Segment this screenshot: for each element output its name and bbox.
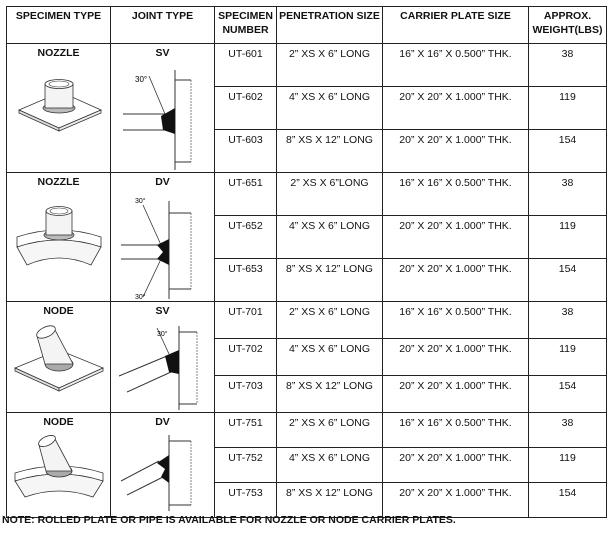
carrier-plate-size: 16” X 16” X 0.500” THK. — [383, 44, 529, 87]
table-row — [7, 302, 607, 339]
approx-weight: 38 — [529, 413, 607, 448]
joint-type-cell — [111, 302, 215, 413]
penetration-size: 2” XS X 6” LONG — [277, 44, 383, 87]
approx-weight: 154 — [529, 376, 607, 413]
header-specimen-type: SPECIMEN TYPE — [7, 7, 111, 44]
approx-weight: 38 — [529, 173, 607, 216]
header-carrier-plate-size: CARRIER PLATE SIZE — [383, 7, 529, 44]
header-penetration-size: PENETRATION SIZE — [277, 7, 383, 44]
specimen-number: UT-602 — [215, 87, 277, 130]
specimen-number: UT-703 — [215, 376, 277, 413]
joint-type-cell — [111, 413, 215, 518]
approx-weight: 119 — [529, 339, 607, 376]
header-specimen-number: SPECIMEN NUMBER — [215, 7, 277, 44]
carrier-plate-size: 20” X 20” X 1.000” THK. — [383, 339, 529, 376]
approx-weight: 119 — [529, 448, 607, 483]
joint-type-label: SV — [155, 47, 170, 59]
penetration-size: 2” XS X 6” LONG — [277, 413, 383, 448]
joint-type-cell — [111, 173, 215, 302]
angle-label-top: 30° — [134, 198, 146, 205]
carrier-plate-size: 20” X 20” X 1.000” THK. — [383, 448, 529, 483]
approx-weight: 154 — [529, 483, 607, 518]
penetration-size: 8” XS X 12” LONG — [277, 130, 383, 173]
specimen-number: UT-753 — [215, 483, 277, 518]
penetration-size: 8” XS X 12” LONG — [277, 259, 383, 302]
approx-weight: 154 — [529, 130, 607, 173]
penetration-size: 4” XS X 6” LONG — [277, 448, 383, 483]
specimen-type-cell — [7, 413, 111, 518]
sv-node-joint-sketch-icon — [113, 320, 213, 412]
penetration-size: 8” XS X 12” LONG — [277, 376, 383, 413]
approx-weight: 38 — [529, 302, 607, 339]
header-approx-weight: APPROX. WEIGHT(LBS) — [529, 7, 607, 44]
sv-joint-sketch-icon — [113, 62, 213, 172]
penetration-size: 4” XS X 6” LONG — [277, 216, 383, 259]
specimen-number: UT-652 — [215, 216, 277, 259]
joint-type-label: DV — [155, 416, 170, 428]
node-saddle-sketch-icon — [9, 431, 109, 503]
header-row — [7, 7, 607, 44]
table-row — [7, 173, 607, 216]
approx-weight: 119 — [529, 87, 607, 130]
carrier-plate-size: 20” X 20” X 1.000” THK. — [383, 483, 529, 518]
carrier-plate-size: 20” X 20” X 1.000” THK. — [383, 259, 529, 302]
penetration-size: 2” XS X 6” LONG — [277, 302, 383, 339]
specimen-number: UT-653 — [215, 259, 277, 302]
approx-weight: 154 — [529, 259, 607, 302]
carrier-plate-size: 16” X 16” X 0.500” THK. — [383, 302, 529, 339]
dv-node-joint-sketch-icon — [113, 431, 213, 513]
specimen-number: UT-702 — [215, 339, 277, 376]
header-joint-type: JOINT TYPE — [111, 7, 215, 44]
table-row — [7, 413, 607, 448]
nozzle-sketch-icon — [9, 62, 109, 137]
specimen-number: UT-701 — [215, 302, 277, 339]
penetration-size: 8” XS X 12” LONG — [277, 483, 383, 518]
specimen-type-cell — [7, 302, 111, 413]
angle-label: 30° — [156, 331, 168, 338]
footnote: NOTE: ROLLED PLATE OR PIPE IS AVAILABLE FOR NOZZLE OR NODE CARRIER PLATES. — [2, 514, 456, 526]
specimen-type-label: NOZZLE — [37, 176, 80, 188]
table-row — [7, 44, 607, 87]
penetration-size: 4” XS X 6” LONG — [277, 339, 383, 376]
approx-weight: 38 — [529, 44, 607, 87]
penetration-size: 2” XS X 6”LONG — [277, 173, 383, 216]
nozzle-saddle-sketch-icon — [9, 191, 109, 271]
joint-type-cell — [111, 44, 215, 173]
specimen-type-label: NOZZLE — [37, 47, 80, 59]
specimen-number: UT-603 — [215, 130, 277, 173]
specimen-number: UT-651 — [215, 173, 277, 216]
specimen-type-label: NODE — [43, 305, 74, 317]
carrier-plate-size: 16” X 16” X 0.500” THK. — [383, 173, 529, 216]
joint-type-label: SV — [155, 305, 170, 317]
carrier-plate-size: 20” X 20” X 1.000” THK. — [383, 130, 529, 173]
approx-weight: 119 — [529, 216, 607, 259]
carrier-plate-size: 20” X 20” X 1.000” THK. — [383, 87, 529, 130]
penetration-size: 4” XS X 6” LONG — [277, 87, 383, 130]
specimen-type-cell — [7, 173, 111, 302]
specimen-type-label: NODE — [43, 416, 74, 428]
specimen-table — [6, 6, 607, 518]
angle-label-bottom: 30° — [134, 294, 146, 301]
carrier-plate-size: 16” X 16” X 0.500” THK. — [383, 413, 529, 448]
carrier-plate-size: 20” X 20” X 1.000” THK. — [383, 376, 529, 413]
dv-joint-sketch-icon — [113, 191, 213, 301]
specimen-number: UT-751 — [215, 413, 277, 448]
specimen-number: UT-752 — [215, 448, 277, 483]
specimen-type-cell — [7, 44, 111, 173]
joint-type-label: DV — [155, 176, 170, 188]
specimen-number: UT-601 — [215, 44, 277, 87]
angle-label: 30° — [134, 75, 147, 84]
carrier-plate-size: 20” X 20” X 1.000” THK. — [383, 216, 529, 259]
node-sketch-icon — [9, 320, 109, 398]
